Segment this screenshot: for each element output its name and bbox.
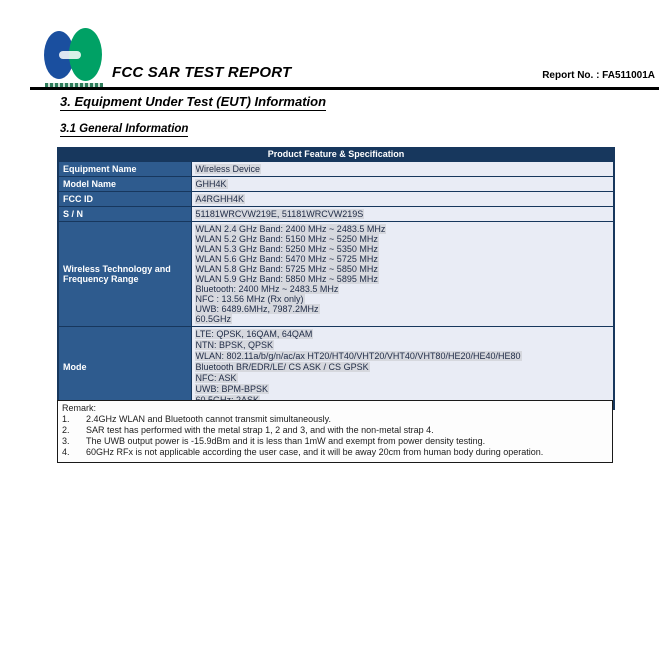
table-row — [58, 326, 614, 409]
value-line-text: Bluetooth BR/EDR/LE/ CS ASK / CS GPSK — [195, 361, 369, 372]
value-line — [195, 340, 611, 351]
table-row — [58, 161, 614, 176]
remark-item-text: 60GHz RFx is not applicable according the user case, and it will be away 20cm from human body during operation. — [86, 447, 544, 457]
value-line-text: UWB: 6489.6MHz, 7987.2MHz — [195, 303, 319, 314]
table-row — [58, 191, 614, 206]
value-line-text: UWB: BPM-BPSK — [195, 383, 269, 394]
table-title-row — [58, 148, 614, 161]
row-value — [191, 206, 614, 221]
row-value — [191, 326, 614, 409]
value-line — [195, 234, 611, 244]
section-heading: 3. Equipment Under Test (EUT) Information — [60, 94, 327, 109]
remark-item-number: 2. — [62, 425, 70, 435]
value-line — [195, 224, 611, 234]
value-line-text: LTE: QPSK, 16QAM, 64QAM — [195, 328, 313, 339]
subsection-heading: 3.1 General Information — [60, 123, 189, 135]
row-value — [191, 176, 614, 191]
remark-item-text: 2.4GHz WLAN and Bluetooth cannot transmit simultaneously. — [86, 414, 331, 424]
value-line-text: WLAN 5.3 GHz Band: 5250 MHz ~ 5350 MHz — [195, 243, 378, 254]
row-label: Model Name — [58, 176, 191, 191]
table-row — [58, 221, 614, 326]
value-line — [195, 304, 611, 314]
value-line — [195, 294, 611, 304]
remark-item-text: SAR test has performed with the metal strap 1, 2 and 3, and with the non-metal strap 4. — [86, 425, 434, 435]
value-line — [195, 384, 611, 395]
value-line — [195, 329, 611, 340]
value-line-text: WLAN 5.8 GHz Band: 5725 MHz ~ 5850 MHz — [195, 263, 378, 274]
row-label: Mode — [58, 326, 191, 409]
remark-item-text: The UWB output power is -15.9dBm and it is less than 1mW and exempt from power density testing. — [86, 436, 486, 446]
row-label: S / N — [58, 206, 191, 221]
logo-swoosh-icon — [59, 51, 81, 59]
table-title: Product Feature & Specification — [58, 148, 614, 161]
row-label: FCC ID — [58, 191, 191, 206]
value-line — [195, 179, 611, 189]
value-line-text: Bluetooth: 2400 MHz ~ 2483.5 MHz — [195, 283, 339, 294]
remark-item-number: 1. — [62, 414, 70, 424]
spec-table-body — [58, 148, 614, 409]
table-row — [58, 176, 614, 191]
remark-item — [62, 436, 608, 447]
value-line — [195, 164, 611, 174]
remark-item — [62, 414, 608, 425]
report-number: Report No. : FA511001A — [542, 70, 655, 81]
value-line-text: Wireless Device — [195, 163, 261, 174]
value-line-text: WLAN 5.6 GHz Band: 5470 MHz ~ 5725 MHz — [195, 253, 378, 264]
spec-table — [57, 147, 615, 410]
value-line — [195, 274, 611, 284]
table-row — [58, 206, 614, 221]
value-line-text: WLAN 2.4 GHz Band: 2400 MHz ~ 2483.5 MHz — [195, 223, 386, 234]
value-line-text: 60.5GHz — [195, 313, 232, 324]
remark-item-number: 4. — [62, 447, 70, 457]
value-line-text: WLAN: 802.11a/b/g/n/ac/ax HT20/HT40/VHT20/VHT40/VHT80/HE20/HE40/HE80 — [195, 350, 521, 361]
value-line-text: NTN: BPSK, QPSK — [195, 339, 274, 350]
value-line — [195, 362, 611, 373]
spec-table-wrap — [57, 147, 613, 410]
value-line — [195, 209, 611, 219]
value-line — [195, 373, 611, 384]
value-line-text: 51181WRCVW219E, 51181WRCVW219S — [195, 208, 364, 219]
remark-title: Remark: — [62, 403, 97, 413]
value-line-text: GHH4K — [195, 178, 227, 189]
value-line — [195, 284, 611, 294]
report-title: FCC SAR TEST REPORT — [112, 64, 292, 81]
value-line-text: A4RGHH4K — [195, 193, 245, 204]
value-line-text: NFC: ASK — [195, 372, 237, 383]
value-line — [195, 264, 611, 274]
value-line-text: WLAN 5.9 GHz Band: 5850 MHz ~ 5895 MHz — [195, 273, 378, 284]
remark-box — [57, 400, 613, 463]
row-label: Wireless Technology and Frequency Range — [58, 221, 191, 326]
row-value — [191, 161, 614, 176]
value-line — [195, 254, 611, 264]
value-line — [195, 244, 611, 254]
header-rule — [30, 87, 659, 90]
remark-item-number: 3. — [62, 436, 70, 446]
value-line-text: WLAN 5.2 GHz Band: 5150 MHz ~ 5250 MHz — [195, 233, 378, 244]
value-line — [195, 194, 611, 204]
remark-list — [62, 414, 608, 458]
remark-item — [62, 425, 608, 436]
remark-item — [62, 447, 608, 458]
row-value — [191, 221, 614, 326]
value-line-text: NFC : 13.56 MHz (Rx only) — [195, 293, 304, 304]
value-line — [195, 314, 611, 324]
lab-logo — [44, 27, 106, 87]
row-label: Equipment Name — [58, 161, 191, 176]
value-line — [195, 351, 611, 362]
page-header — [0, 0, 668, 92]
row-value — [191, 191, 614, 206]
